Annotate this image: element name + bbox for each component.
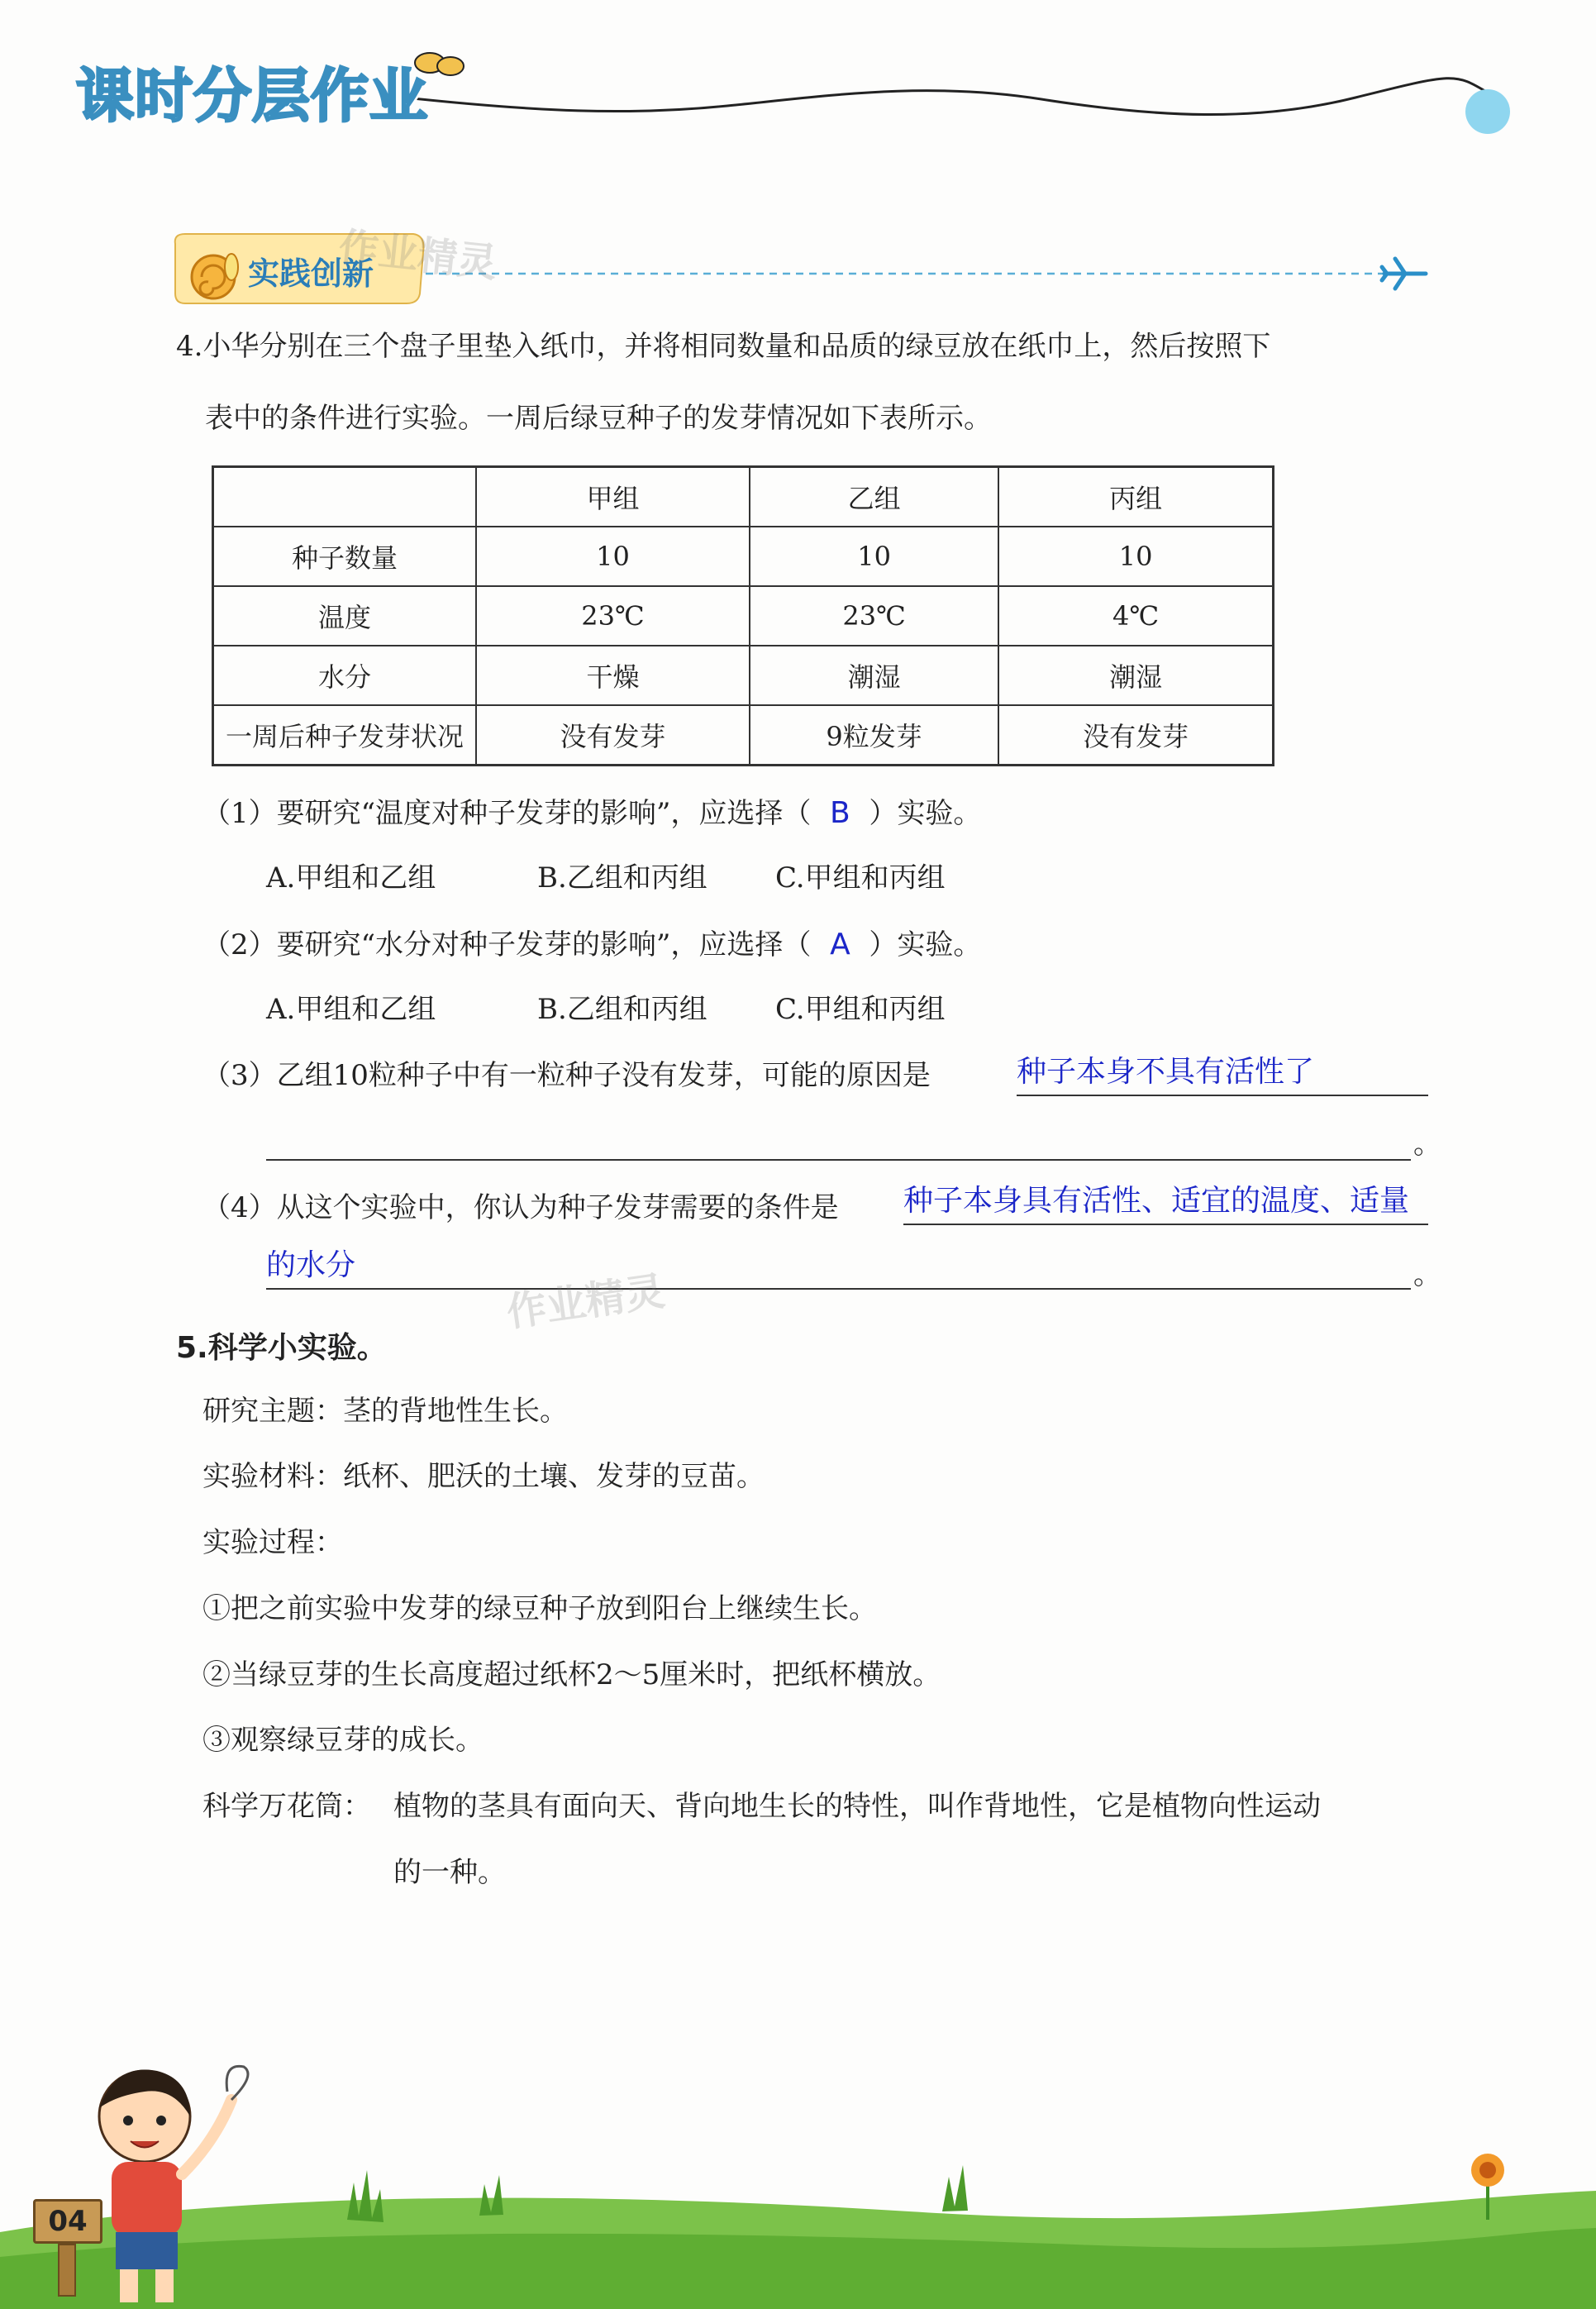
table-cell: 10 <box>750 527 998 586</box>
table-header-cell: 甲组 <box>476 467 750 527</box>
sign-post <box>58 2244 76 2297</box>
q5-process-label: 实验过程： <box>202 1526 343 1559</box>
table-cell: 温度 <box>213 586 477 646</box>
table-cell: 一周后种子发芽状况 <box>213 705 477 766</box>
q4-sub1-option-a: A.甲组和乙组 <box>266 861 436 894</box>
table-cell: 9粒发芽 <box>750 705 998 766</box>
q5-step: ①把之前实验中发芽的绿豆种子放到阳台上继续生长。 <box>202 1592 877 1625</box>
table-header-cell: 丙组 <box>998 467 1273 527</box>
table-cell: 10 <box>476 527 750 586</box>
q4-sub4-answer-line1 <box>903 1177 1428 1225</box>
q4-sub2-prefix: （2）要研究“水分对种子发芽的影响”，应选择（ <box>202 928 812 961</box>
q4-sub2-answer: A <box>830 928 850 961</box>
table-cell: 潮湿 <box>750 646 998 705</box>
q4-sub4-answer-part2: 的水分 <box>266 1248 356 1282</box>
q4-stem-line1: 4.小华分别在三个盘子里垫入纸巾，并将相同数量和品质的绿豆放在纸巾上，然后按照下 <box>176 330 1271 363</box>
q5-step: ③观察绿豆芽的成长。 <box>202 1724 484 1757</box>
q4-sub1-option-c: C.甲组和丙组 <box>775 861 946 894</box>
q4-sub1-suffix: ）实验。 <box>869 797 982 830</box>
q4-sub4-answer-part1: 种子本身具有活性、适宜的温度、适量 <box>903 1184 1410 1218</box>
q4-sub3-answer: 种子本身不具有活性了 <box>1017 1055 1315 1089</box>
q4-stem-line2: 表中的条件进行实验。一周后绿豆种子的发芽情况如下表所示。 <box>205 402 992 435</box>
q5-topic: 研究主题：茎的背地性生长。 <box>202 1395 568 1428</box>
table-cell: 没有发芽 <box>476 705 750 766</box>
q4-sub2-suffix: ）实验。 <box>869 928 982 961</box>
boy-illustration <box>66 2059 281 2307</box>
table-row <box>213 705 1274 766</box>
q4-sub2-option-b: B.乙组和丙组 <box>537 993 707 1026</box>
q4-sub4-prefix: （4）从这个实验中，你认为种子发芽需要的条件是 <box>202 1191 839 1224</box>
watermark: 作业精灵 <box>336 224 499 287</box>
q4-sub1-prefix: （1）要研究“温度对种子发芽的影响”，应选择（ <box>202 797 812 830</box>
q5-note-line1: 植物的茎具有面向天、背向地生长的特性，叫作背地性，它是植物向性运动 <box>393 1790 1321 1823</box>
table-header-cell <box>213 467 477 527</box>
table-cell: 4℃ <box>998 586 1273 646</box>
q4-sub3-answer-line <box>1017 1048 1428 1096</box>
watermark: 作业精灵 <box>503 1267 668 1337</box>
q4-sub3-prefix: （3）乙组10粒种子中有一粒种子没有发芽，可能的原因是 <box>202 1059 931 1092</box>
q4-sub1 <box>202 792 981 835</box>
table-row <box>213 527 1274 586</box>
table-cell: 23℃ <box>750 586 998 646</box>
table-cell: 潮湿 <box>998 646 1273 705</box>
q4-sub3-end: 。 <box>1413 1128 1441 1161</box>
q4-sub1-option-b: B.乙组和丙组 <box>537 861 707 894</box>
header-title: 课时分层作业 <box>76 62 428 130</box>
table-cell: 干燥 <box>476 646 750 705</box>
table-cell: 种子数量 <box>213 527 477 586</box>
airplane-icon <box>1382 259 1426 289</box>
q4-sub2-option-c: C.甲组和丙组 <box>775 993 946 1026</box>
table-cell: 10 <box>998 527 1273 586</box>
q5-note-line2: 的一种。 <box>393 1856 506 1889</box>
q4-sub2-option-a: A.甲组和乙组 <box>266 993 436 1026</box>
q4-sub4-end: 。 <box>1413 1258 1441 1291</box>
table-header-row <box>213 467 1274 527</box>
table-header-cell: 乙组 <box>750 467 998 527</box>
table-row <box>213 586 1274 646</box>
q5-materials: 实验材料：纸杯、肥沃的土壤、发芽的豆苗。 <box>202 1460 765 1493</box>
q4-sub3-second-line <box>266 1124 1411 1161</box>
q5-title: 5.科学小实验。 <box>176 1331 387 1365</box>
q4-sub4-answer-line2 <box>266 1242 1411 1290</box>
q5-step: ②当绿豆芽的生长高度超过纸杯2～5厘米时，把纸杯横放。 <box>202 1658 941 1691</box>
table-cell: 水分 <box>213 646 477 705</box>
page-number: 04 <box>33 2199 102 2244</box>
table-row <box>213 646 1274 705</box>
table-cell: 23℃ <box>476 586 750 646</box>
q5-note-label: 科学万花筒： <box>202 1790 371 1823</box>
section-label: 实践创新 <box>248 255 374 292</box>
table-cell: 没有发芽 <box>998 705 1273 766</box>
q4-sub2 <box>202 923 981 966</box>
q4-sub1-answer: B <box>830 796 850 830</box>
germination-table <box>212 465 1274 766</box>
